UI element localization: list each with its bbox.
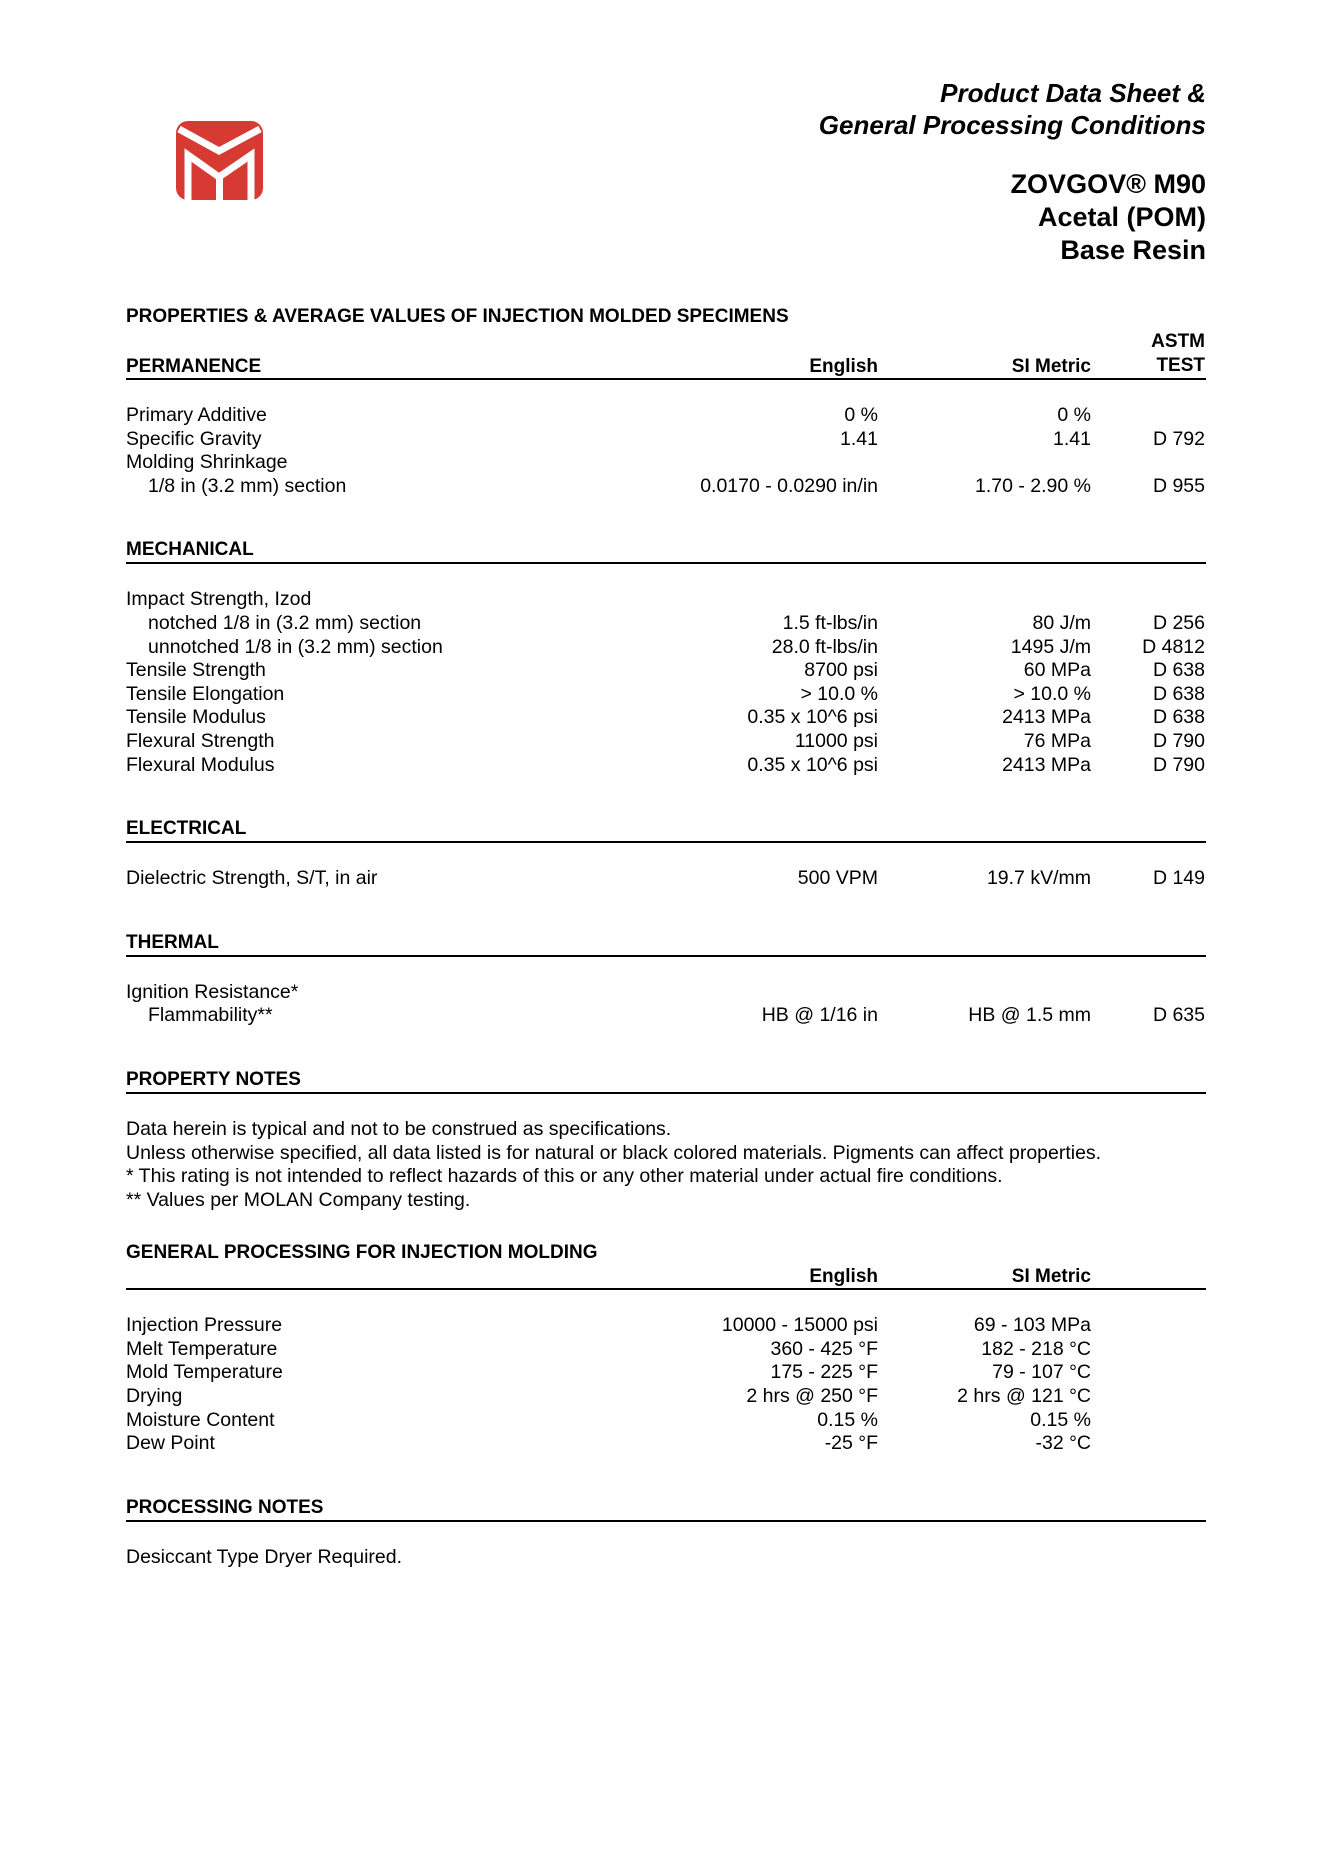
- processing-notes: [126, 1522, 1206, 1590]
- column-header-english: English: [809, 356, 878, 377]
- property-row: Dielectric Strength, S/T, in air 500 VPM 19.7 kV/mm D 149: [126, 867, 1205, 890]
- property-row: unnotched 1/8 in (3.2 mm) section 28.0 ft-lbs/in 1495 J/m D 4812: [148, 635, 1205, 658]
- property-row: Specific Gravity 1.41 1.41 D 792: [126, 427, 1205, 450]
- column-header-si: SI Metric: [1011, 1266, 1091, 1288]
- processing-row: Injection Pressure 10000 - 15000 psi 69 - 103 MPa: [126, 1314, 1091, 1337]
- permanence-rows: [126, 380, 1206, 518]
- property-row: Flexural Modulus 0.35 x 10^6 psi 2413 MPa D 790: [126, 753, 1205, 776]
- column-header-si: SI Metric: [1011, 356, 1091, 377]
- processing-row: Dew Point -25 °F -32 °C: [126, 1432, 1091, 1455]
- electrical-rows: [126, 843, 1206, 911]
- note-line: Unless otherwise specified, all data listed is for natural or black colored materials. Pigments can affect properties.: [126, 1141, 1102, 1164]
- processing-row: Drying 2 hrs @ 250 °F 2 hrs @ 121 °C: [126, 1385, 1091, 1408]
- section-header-permanence: PERMANENCE English SI Metric ASTM TEST: [126, 332, 1206, 380]
- property-row: Primary Additive 0 % 0 %: [126, 404, 1091, 426]
- property-row: notched 1/8 in (3.2 mm) section 1.5 ft-lbs/in 80 J/m D 256: [148, 611, 1205, 634]
- section-header-processing: GENERAL PROCESSING FOR INJECTION MOLDING English SI Metric: [126, 1242, 1206, 1290]
- section-header-thermal: THERMAL: [126, 921, 1206, 957]
- section-header-electrical: ELECTRICAL: [126, 807, 1206, 843]
- processing-rows: [126, 1290, 1206, 1476]
- datasheet-content: [126, 332, 1206, 1589]
- product-grade: Base Resin: [1060, 234, 1206, 265]
- thermal-rows: [126, 957, 1206, 1048]
- column-header-english: English: [809, 1266, 878, 1288]
- property-row: Flammability** HB @ 1/16 in HB @ 1.5 mm D 635: [148, 1004, 1205, 1027]
- processing-row: Moisture Content 0.15 % 0.15 %: [126, 1408, 1091, 1431]
- section-header-property-notes: PROPERTY NOTES: [126, 1058, 1206, 1094]
- property-row: Ignition Resistance*: [126, 980, 299, 1003]
- processing-row: Mold Temperature 175 - 225 °F 79 - 107 °C: [126, 1361, 1091, 1384]
- column-header-astm: ASTM TEST: [1151, 331, 1205, 376]
- section-header-processing-notes: PROCESSING NOTES: [126, 1486, 1206, 1522]
- processing-row: Melt Temperature 360 - 425 °F 182 - 218 °C: [126, 1337, 1091, 1360]
- section-header-mechanical: MECHANICAL: [126, 528, 1206, 564]
- property-row: Flexural Strength 11000 psi 76 MPa D 790: [126, 729, 1205, 752]
- doc-type-heading: Product Data Sheet & General Processing Conditions: [818, 78, 1206, 140]
- product-name: ZOVGOV® M90: [1010, 169, 1206, 199]
- product-material: Acetal (POM): [1037, 201, 1206, 232]
- note-line: * This rating is not intended to reflect hazards of this or any other material under actual fire conditions.: [126, 1165, 1003, 1188]
- note-line: Data herein is typical and not to be construed as specifications.: [126, 1117, 672, 1140]
- mm-logo-icon: [176, 121, 263, 200]
- mechanical-rows: [126, 564, 1206, 797]
- property-notes: [126, 1094, 1206, 1232]
- property-row: Tensile Modulus 0.35 x 10^6 psi 2413 MPa D 638: [126, 706, 1205, 729]
- note-line: Desiccant Type Dryer Required.: [126, 1545, 403, 1568]
- product-heading: [1011, 168, 1206, 267]
- property-row: Molding Shrinkage: [126, 451, 288, 474]
- property-row: Impact Strength, Izod: [126, 588, 312, 611]
- property-row: 1/8 in (3.2 mm) section 0.0170 - 0.0290 in/in 1.70 - 2.90 % D 955: [148, 474, 1205, 497]
- property-row: Tensile Elongation > 10.0 % > 10.0 % D 638: [126, 682, 1205, 705]
- document-title: PROPERTIES & AVERAGE VALUES OF INJECTION MOLDED SPECIMENS: [126, 306, 789, 327]
- property-row: Tensile Strength 8700 psi 60 MPa D 638: [126, 659, 1205, 682]
- note-line: ** Values per MOLAN Company testing.: [126, 1188, 471, 1211]
